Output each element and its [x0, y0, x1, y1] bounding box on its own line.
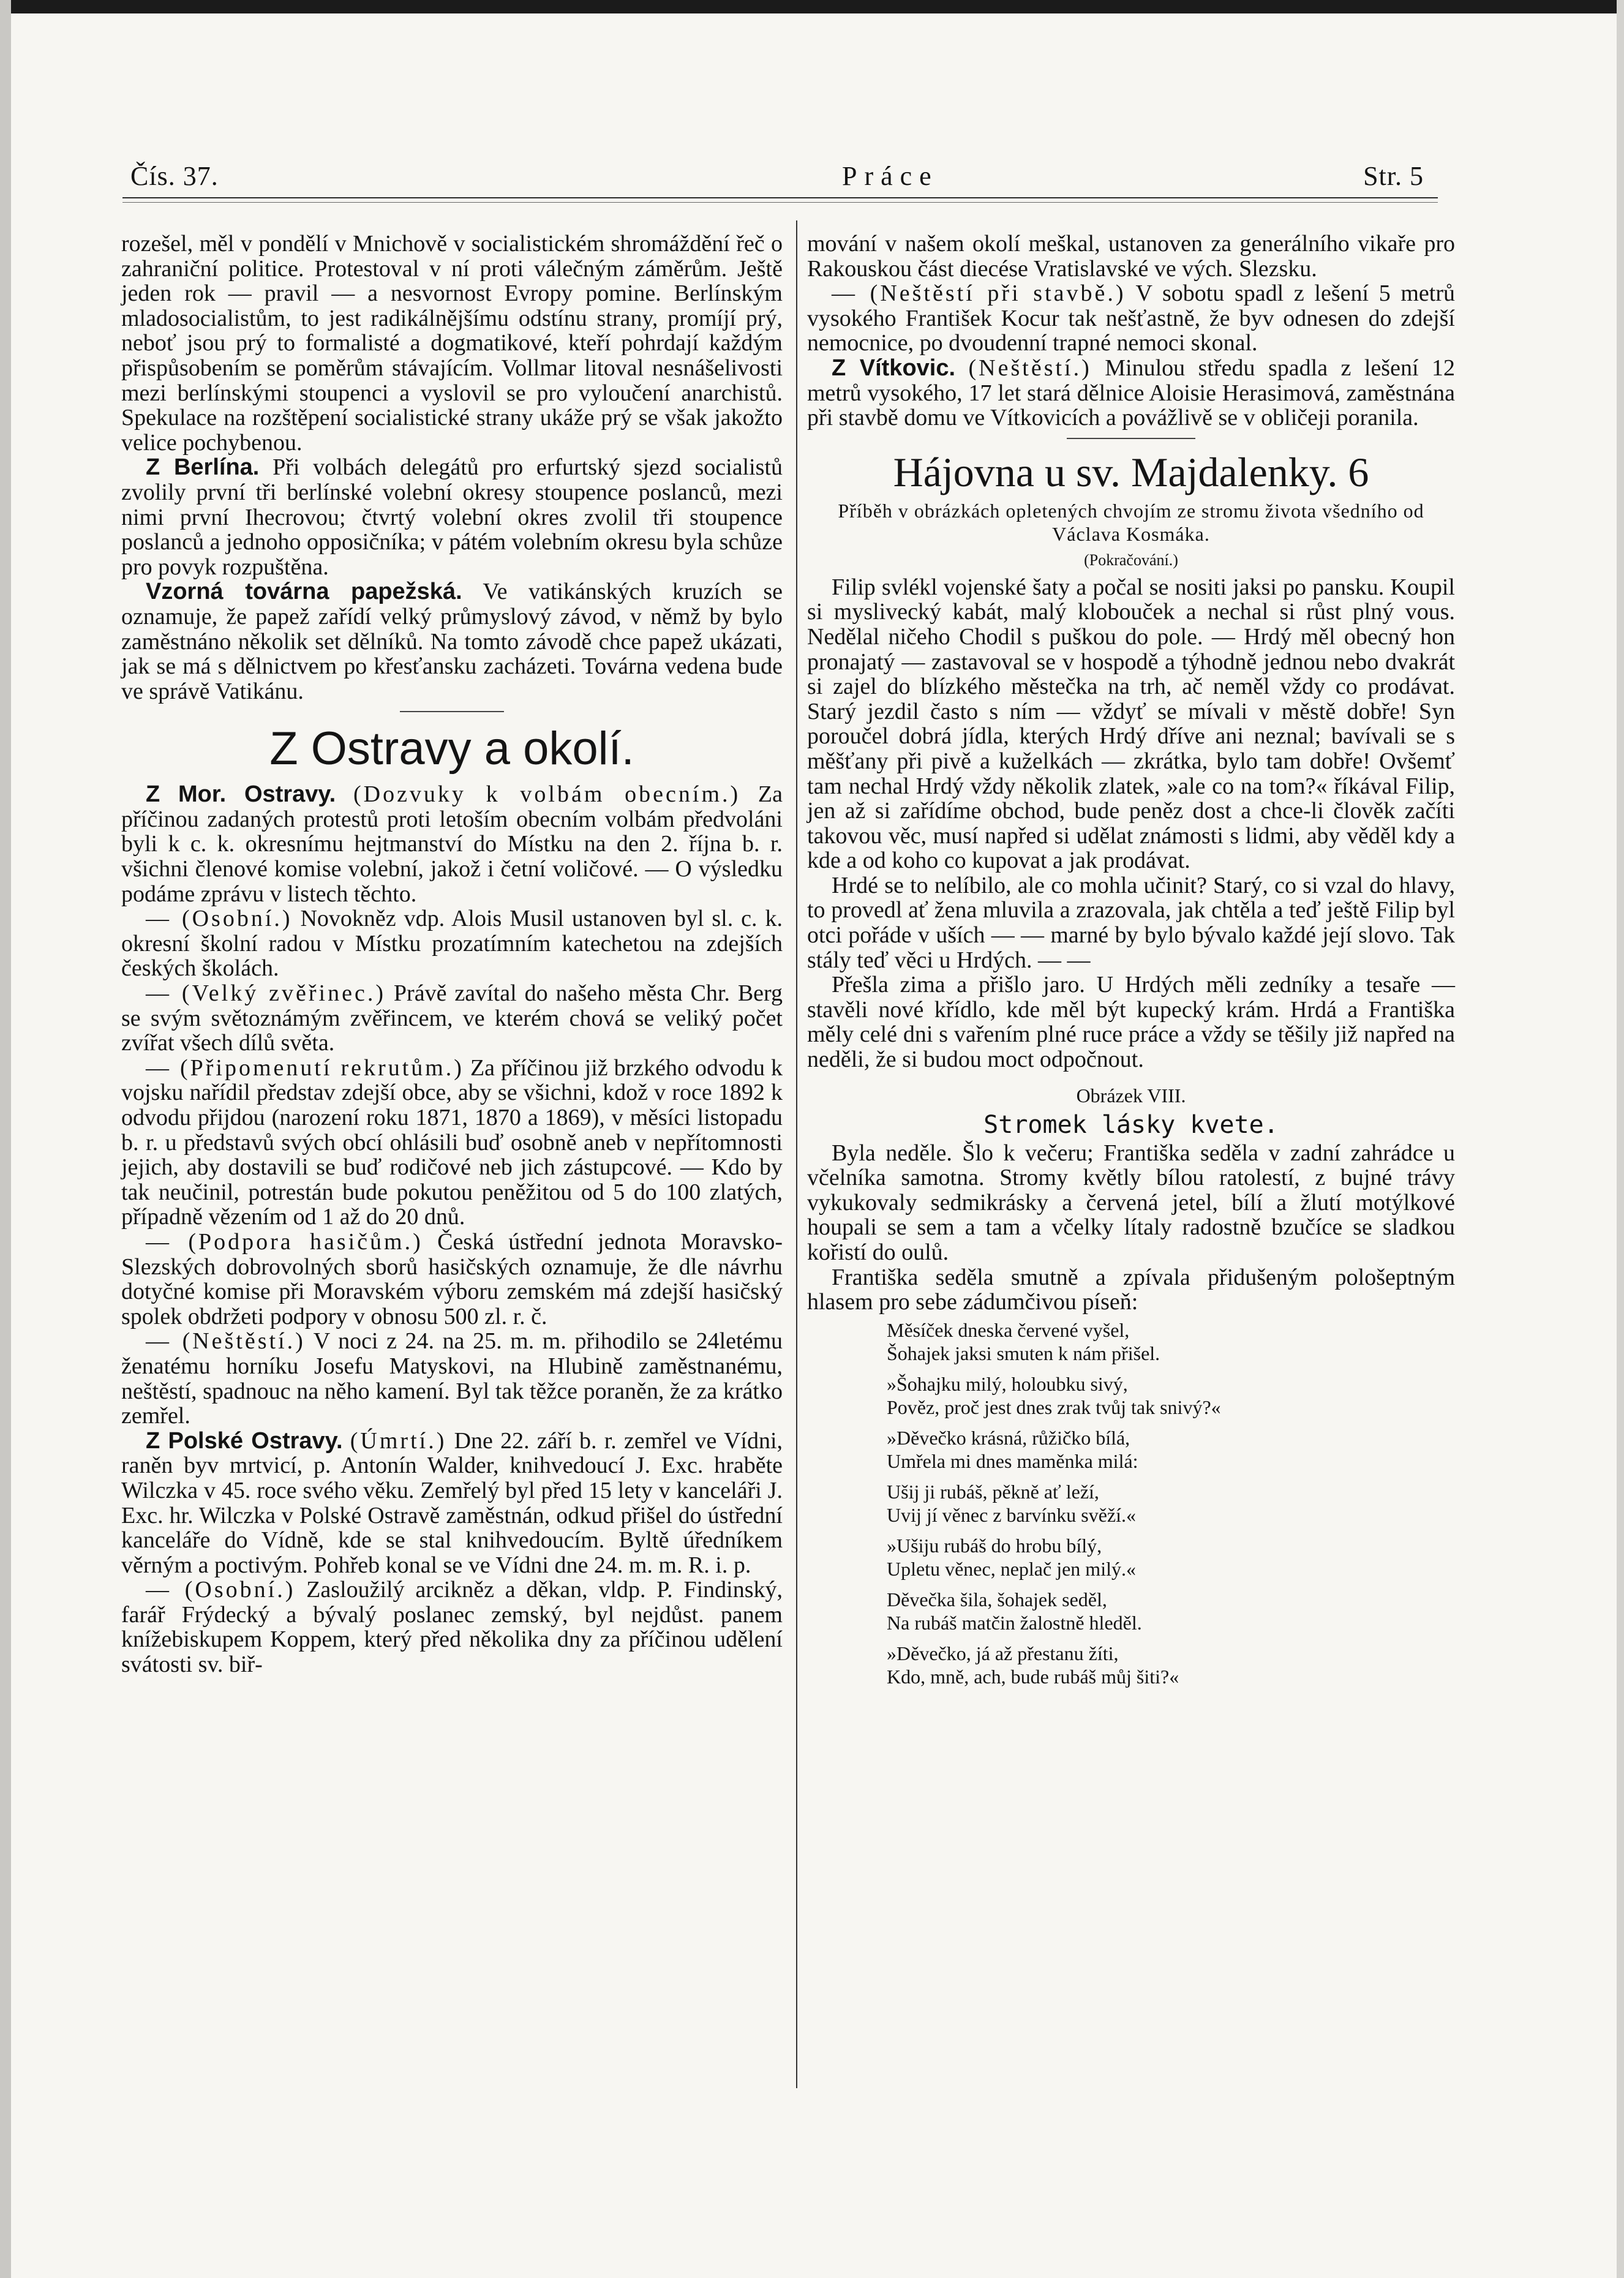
paragraph-text: Ve vatikánských kruzích se oznamuje, že papež zařídí velký průmyslový závod, v němž by bylo zaměstnáno několik set dělníků. Na tomto závodě chce papež ukázati, jak se má s dělnictvem po křesťansku zacházeti. Továrna vedena bude ve správě Vatikánu. [121, 579, 783, 704]
news-item-title: — (Podpora hasičům.) [146, 1228, 423, 1255]
article-heading: Z Berlína. [146, 454, 260, 481]
stanza [887, 1534, 1455, 1581]
verse-line: Uvij jí věnec z barvínku svěží.« [887, 1503, 1136, 1526]
paragraph-text: Přešla zima a přišlo jaro. U Hrdých měli zedníky a tesaře — stavěli nové křídlo, kde měl být kupecký krám. Hrdá a Františka měly celé dni s vařením plné ruce práce a vždy se těšily již napřed na neděli, že si budou moct odpočnout. [807, 972, 1455, 1073]
paragraph-text: Františka seděla smutně a zpívala přidušeným pološeptným hlasem pro sebe zádumčivou píseň: [807, 1264, 1455, 1315]
article-paragraph [121, 1577, 783, 1677]
paragraph-text: Právě zavítal do našeho města Chr. Berg se svým světoznámým zvěřincem, ve kterém chová se veliký počet zvířat všech dílů světa. [121, 980, 783, 1056]
column-separator [796, 220, 797, 2088]
paragraph-text: rozešel, měl v pondělí v Mnichově v socialistickém shromáždění řeč o zahraniční politice. Protestoval v ní proti válečným záměrům. Ještě jeden rok — pravil — a nesvornost Evropy pomine. Berlínským mladosocialistům, to jest radikálnějšímu odstínu strany, promíjí prý, neboť jsou prý to formalisté a dogmatikové, kteří pohrdají každým přispůsobením se poměrům stávajícím. Vollmar litoval nesnášelivosti mezi berlínskými stoupenci a vyslovil se pro vyloučení anarchistů. Spekulace na rozštěpení socialistické strany ukáže prý se však jakožto velice pochybenou. [121, 231, 783, 456]
article-paragraph [121, 782, 783, 906]
news-item-title: (Neštěstí.) [968, 355, 1092, 381]
news-item-title: (Dozvuky k volbám obecním.) [353, 781, 741, 808]
story-title: Hájovna u sv. Majdalenky. 6 [893, 448, 1369, 495]
article-paragraph [807, 972, 1455, 1072]
article-paragraph [121, 455, 783, 579]
article-heading: Z Vítkovic. [832, 355, 956, 381]
verse-line: »Děvečko, já až přestanu žíti, [887, 1642, 1119, 1664]
verse-line: Na rubáš matčin žalostně hleděl. [887, 1611, 1142, 1634]
article-paragraph [807, 231, 1455, 281]
article-paragraph [807, 873, 1455, 972]
article-paragraph [807, 356, 1455, 430]
continuation-note: (Pokračování.) [1084, 551, 1178, 569]
header-rule-thin [122, 202, 1438, 203]
verse-line: Upletu věnec, neplač jen milý.« [887, 1557, 1136, 1580]
paragraph-text: Dne 22. září b. r. zemřel ve Vídni, raněn byv mrtvicí, p. Antonín Walder, knihvedoucí J. Exc. hraběte Wilczka v 45. roce svého věku. Zemřelý byl před 15 lety v kanceláři J. Exc. hr. Wilczka v Polské Ostravě zaměstnán, odkud přišel do ústřední kanceláře do Vídně, kde se stal knihvedoucím. Byltě úředníkem věrným a poctivým. Pohřeb konal se ve Vídni dne 24. m. m. R. i. p. [121, 1427, 783, 1578]
article-paragraph [121, 981, 783, 1056]
article-paragraph [121, 579, 783, 704]
song-verses [887, 1318, 1455, 1688]
section-heading: Z Ostravy a okolí. [269, 723, 634, 775]
scan-right-edge [1617, 0, 1624, 2278]
news-item-title: — (Neštěstí při stavbě.) [832, 280, 1126, 307]
article-heading: Vzorná továrna papežská. [146, 579, 462, 605]
article-paragraph [807, 575, 1455, 873]
newspaper-title: Práce [842, 161, 939, 191]
paragraph-text: Byla neděle. Šlo k večeru; Františka seděla v zadní zahrádce u včelníka samotna. Stromy květly bílou ratolestí, z bujné trávy vykukovaly sedmikrásky a červená jetel, bílí a žlutí motýlkové houpali se sem a tam a včelky lítaly radostně bzučíce se sladkou kořistí do oulů. [807, 1140, 1455, 1265]
story-subtitle: Příběh v obrázkách opletených chvojím ze stromu života všedního od Václava Kosmáka. [838, 499, 1424, 545]
stanza [887, 1588, 1455, 1634]
verse-line: »Šohajku milý, holoubku sivý, [887, 1372, 1128, 1395]
chapter-title: Stromek lásky kvete. [983, 1110, 1279, 1139]
paragraph-text: Při volbách delegátů pro erfurtský sjezd socialistů zvolily první tři berlínské volební okresy stoupence poslanců, mezi nimi první Ihecrovou; čtvrtý volební okres zvolil tři stoupence poslanců a jednoho opposičníka; v pátém volebním okresu byla schůze pro povyk rozpuštěna. [121, 454, 783, 580]
verse-line: Měsíček dneska červené vyšel, [887, 1318, 1130, 1341]
stanza [887, 1480, 1455, 1527]
chapter-number: Obrázek VIII. [1076, 1084, 1186, 1107]
paragraph-text: Za příčinou zadaných protestů proti letoším obecním volbám předvoláni byli k c. k. okresnímu hejtmanství do Místku na den 2. října b. r. všichni členové komise volební, jakož i četní voličové. — O výsledku podáme zprávu v listech těchto. [121, 781, 783, 907]
page-number: Str. 5 [1363, 161, 1424, 191]
article-paragraph [121, 1329, 783, 1428]
verse-line: Šohajek jaksi smuten k nám přišel. [887, 1342, 1160, 1364]
paragraph-text: Za příčinou již brzkého odvodu k vojsku nařídil představ zdejší obce, aby se všichni, kdož v roce 1892 k odvodu přijdou (narození roku 1871, 1870 a 1869), v měsíci listopadu b. r. u představů svých obcí ohlásili buď osobně aneb v nepřítomnosti jejich, aby dostavili se buď rodičové neb jich zástupcové. — Kdo by tak neučinil, potrestán bude pokutou peněžitou od 5 do 100 zlatých, případně vězením od 1 až do 20 dnů. [121, 1054, 783, 1230]
paragraph-text: Novokněz vdp. Alois Musil ustanoven byl sl. c. k. okresní školní radou v Místku prozatímním katechetou na zdejších českých školách. [121, 906, 783, 982]
stanza [887, 1372, 1455, 1419]
paragraph-text: V sobotu spadl z lešení 5 metrů vysokého František Kocur tak nešťastně, že byv odnesen do zdejší nemocnice, po dvoudenní trapné nemoci skonal. [807, 280, 1456, 356]
news-item-title: — (Osobní.) [146, 906, 293, 932]
paragraph-text: Minulou středu spadla z lešení 12 metrů vysokého, 17 let stará dělnice Aloisie Herasimová, zaměstnána při stavbě domu ve Vítkovicích a povážlivě se v obličeji poranila. [807, 355, 1455, 431]
scan-top-edge [0, 0, 1624, 13]
paragraph-text: V noci z 24. na 25. m. m. přihodilo se 24letému ženatému horníku Josefu Matyskovi, na Hlubině zaměstnanému, neštěstí, spadnouc na něho kamení. Byl tak těžce poraněn, že za krátko zemřel. [121, 1328, 783, 1429]
article-paragraph [807, 1141, 1455, 1265]
verse-line: »Děvečko krásná, růžičko bílá, [887, 1426, 1130, 1449]
verse-line: Děvečka šila, šohajek seděl, [887, 1588, 1107, 1611]
news-item-title: — (Neštěstí.) [146, 1328, 306, 1355]
article-paragraph [807, 1265, 1455, 1315]
right-column [807, 231, 1455, 1696]
verse-line: Kdo, mně, ach, bude rubáš můj šiti?« [887, 1665, 1179, 1688]
article-paragraph [121, 231, 783, 455]
article-paragraph [121, 1056, 783, 1230]
stanza [887, 1426, 1455, 1473]
running-header [126, 160, 1430, 197]
stanza [887, 1318, 1455, 1365]
paragraph-text: Zasloužilý arcikněz a děkan, vldp. P. Findinský, farář Frýdecký a bývalý poslanec zemský, byl nejdůst. panem knížebiskupem Koppem, který před několika dny za příčinou udělení svátosti sv. biř- [121, 1577, 783, 1678]
article-paragraph [807, 281, 1455, 356]
article-paragraph [121, 1429, 783, 1578]
news-item-title: — (Osobní.) [146, 1577, 296, 1603]
stanza [887, 1642, 1455, 1688]
verse-line: »Ušiju rubáš do hrobu bílý, [887, 1534, 1102, 1557]
header-rule [122, 197, 1438, 198]
paragraph-text: mování v našem okolí meškal, ustanoven za generálního vikaře pro Rakouskou část diecése Vratislavské ve vých. Slezsku. [807, 231, 1455, 282]
article-paragraph [121, 906, 783, 981]
scan-left-edge [0, 0, 11, 2278]
article-paragraph [121, 1230, 783, 1329]
section-divider [1067, 438, 1195, 439]
article-heading: Z Polské Ostravy. [146, 1427, 343, 1454]
issue-number: Čís. 37. [130, 161, 219, 191]
paragraph-text: Česká ústřední jednota Moravsko-Slezských dobrovolných sborů hasičských oznamuje, že dle návrhu dotyčné komise při Moravském výboru zemském má zdejší hasičský spolek obdržeti podpory v obnosu 500 zl. r. č. [121, 1228, 783, 1329]
news-item-title: — (Velký zvěřinec.) [146, 980, 386, 1007]
verse-line: Umřela mi dnes maměnka milá: [887, 1449, 1138, 1472]
section-divider [400, 711, 504, 712]
news-item-title: (Úmrtí.) [350, 1427, 447, 1454]
verse-line: Pověz, proč jest dnes zrak tvůj tak snivý?« [887, 1396, 1221, 1418]
verse-line: Ušij ji rubáš, pěkně ať leží, [887, 1480, 1099, 1503]
news-item-title: — (Připomenutí rekrutům.) [146, 1054, 464, 1081]
paragraph-text: Filip svlékl vojenské šaty a počal se nositi jaksi po pansku. Koupil si myslivecký kabát, malý klobouček a nechal si růst plný vous. Nedělal ničeho Chodil s puškou do pole. — Hrdý měl obecný hon pronajatý — zastavoval se v hospodě a týhodně jednou nebo dvakrát si zajel do blízkého městečka na trh, ač neměl vždy co prodávat. Starý jezdil často s ním — vždyť se mívali v městě dobře! Syn poroučel dobrá jídla, kterých Hrdý dříve ani neznal; bavívali se s měšťany při pivě a kuželkách — zkrátka, bylo tam dobře! Ovšemť tam nechal Hrdý vždy několik zlatek, »ale co na tom?« říkával Filip, jen až si zařídíme obchod, bude peněz dost a chce-li člověk začíti takovou věc, musí napřed si udělat známosti s lidmi, aby věděl kdy a kde a od koho co kupovat a jak prodávat. [807, 574, 1455, 874]
left-column [121, 231, 783, 1677]
paragraph-text: Hrdé se to nelíbilo, ale co mohla učinit? Starý, co si vzal do hlavy, to provedl ať žena mluvila a zrazovala, jak chtěla a teď ještě Filip byl otci pořáde v uších — — marné by bylo bývalo každé její slovo. Tak stály teď věci u Hrdých. — — [807, 872, 1455, 973]
article-heading: Z Mor. Ostravy. [146, 781, 336, 808]
